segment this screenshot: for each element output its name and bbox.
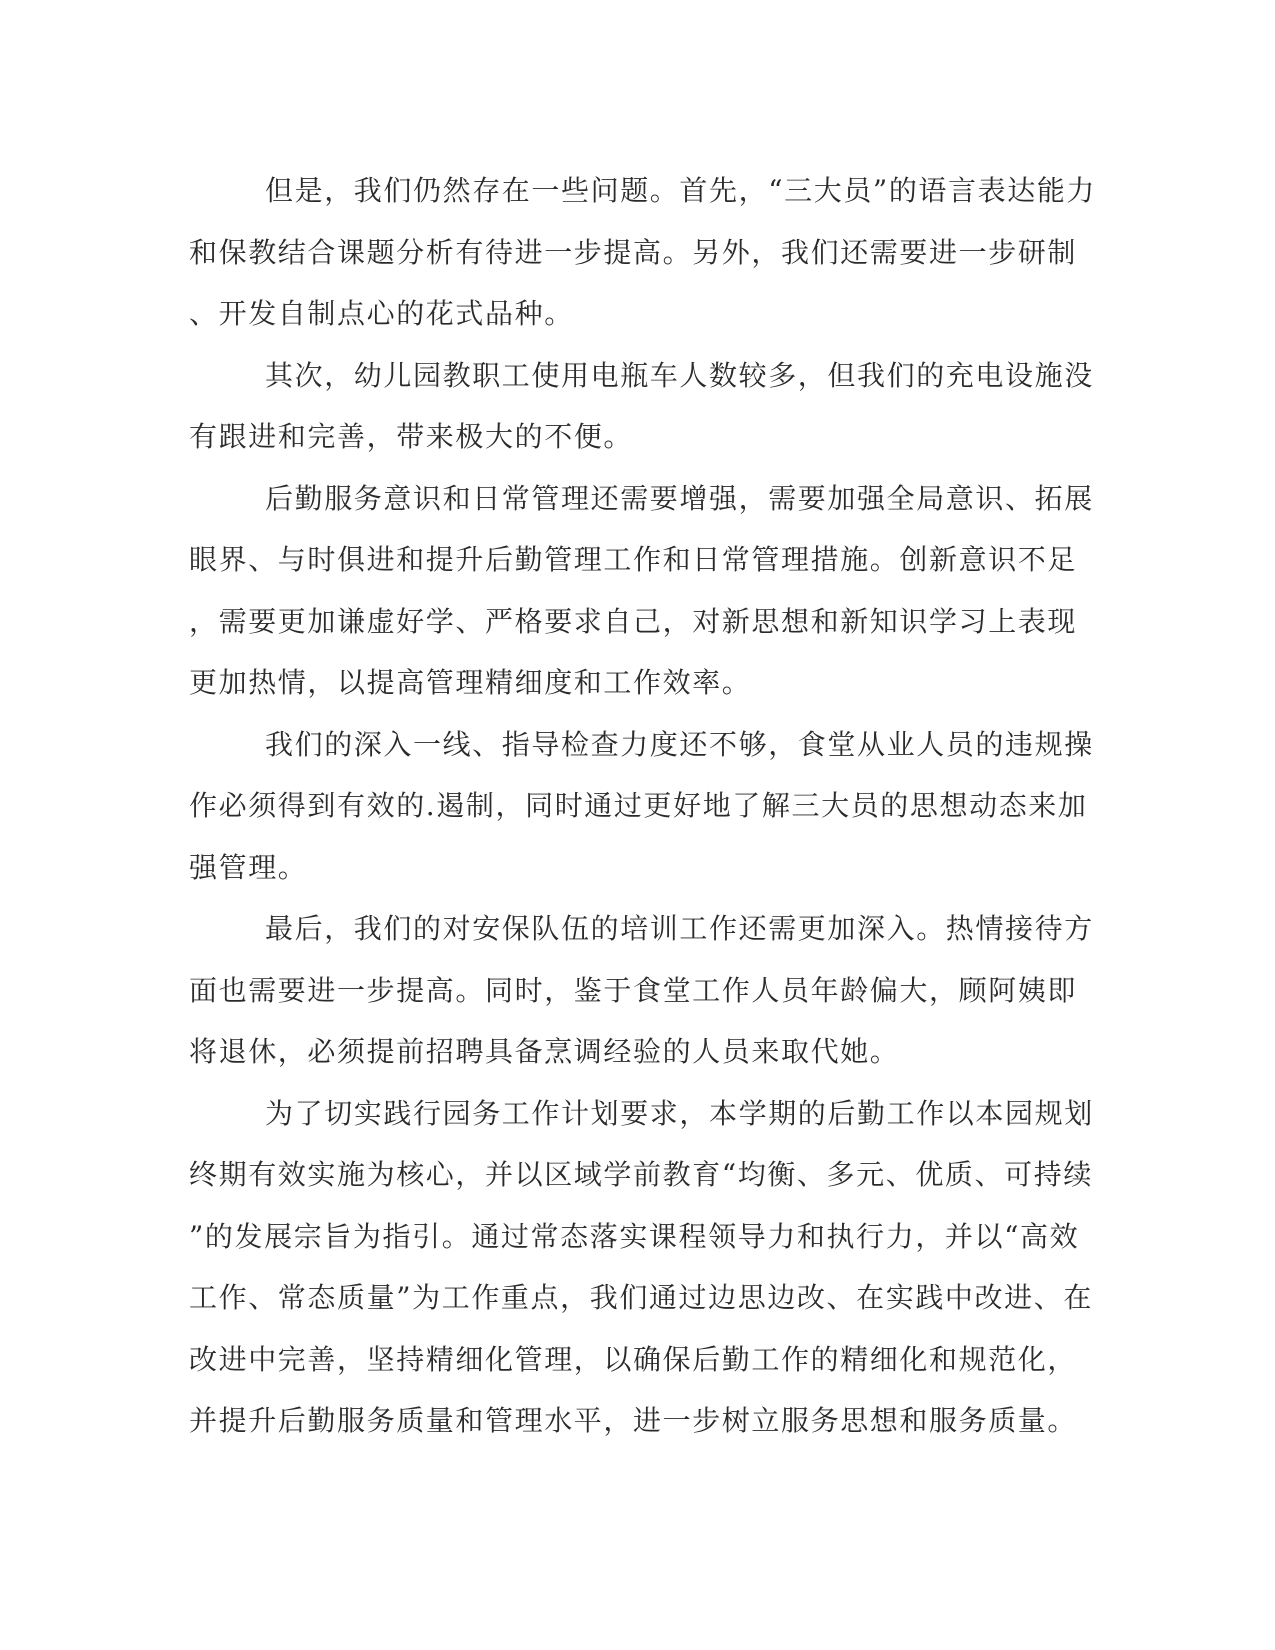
text-line: 改进中完善，坚持精细化管理，以确保后勤工作的精细化和规范化， [189,1342,1078,1376]
paragraph-4 [189,714,1094,899]
text-line: 并提升后勤服务质量和管理水平，进一步树立服务思想和服务质量。 [189,1404,1078,1437]
paragraph-1 [189,160,1097,345]
text-line: 为了切实践行园务工作计划要求，本学期的后勤工作以本园规划 [265,1096,1094,1130]
text-line: 其次，幼儿园教职工使用电瓶车人数较多，但我们的充电设施没 [265,358,1094,392]
document-body [189,160,1097,1452]
text-line: 工作、常态质量”为工作重点，我们通过边思边改、在实践中改进、在 [189,1281,1093,1314]
text-line: 我们的深入一线、指导检查力度还不够，食堂从业人员的违规操 [265,727,1094,761]
text-line: 后勤服务意识和日常管理还需要增强，需要加强全局意识、拓展 [265,481,1094,515]
text-line: 终期有效实施为核心，并以区域学前教育“均衡、多元、优质、可持续 [189,1158,1093,1191]
text-line: ”的发展宗旨为指引。通过常态落实课程领导力和执行力，并以“高效 [189,1219,1080,1253]
paragraph-3 [189,468,1094,714]
text-line: 强管理。 [189,850,308,884]
text-line: 有跟进和完善，带来极大的不便。 [189,420,634,453]
text-line: 和保教结合课题分析有待进一步提高。另外，我们还需要进一步研制 [189,235,1078,269]
text-line: 、开发自制点心的花式品种。 [189,297,574,330]
paragraph-6 [189,1083,1094,1452]
text-line: 更加热情，以提高管理精细度和工作效率。 [189,666,752,699]
paragraph-5 [189,898,1094,1083]
text-line: 面也需要进一步提高。同时，鉴于食堂工作人员年龄偏大，顾阿姨即 [189,973,1078,1007]
text-line: 但是，我们仍然存在一些问题。首先，“三大员”的语言表达能力 [265,174,1097,207]
paragraph-2 [189,345,1094,468]
text-line: 最后，我们的对安保队伍的培训工作还需更加深入。热情接待方 [265,912,1094,945]
text-line: 眼界、与时俱进和提升后勤管理工作和日常管理措施。创新意识不足 [189,543,1078,576]
text-line: ，需要更加谦虚好学、严格要求自己，对新思想和新知识学习上表现 [189,604,1078,638]
text-line: 将退休，必须提前招聘具备烹调经验的人员来取代她。 [189,1035,900,1068]
text-line: 作必须得到有效的.遏制，同时通过更好地了解三大员的思想动态来加 [189,789,1088,822]
